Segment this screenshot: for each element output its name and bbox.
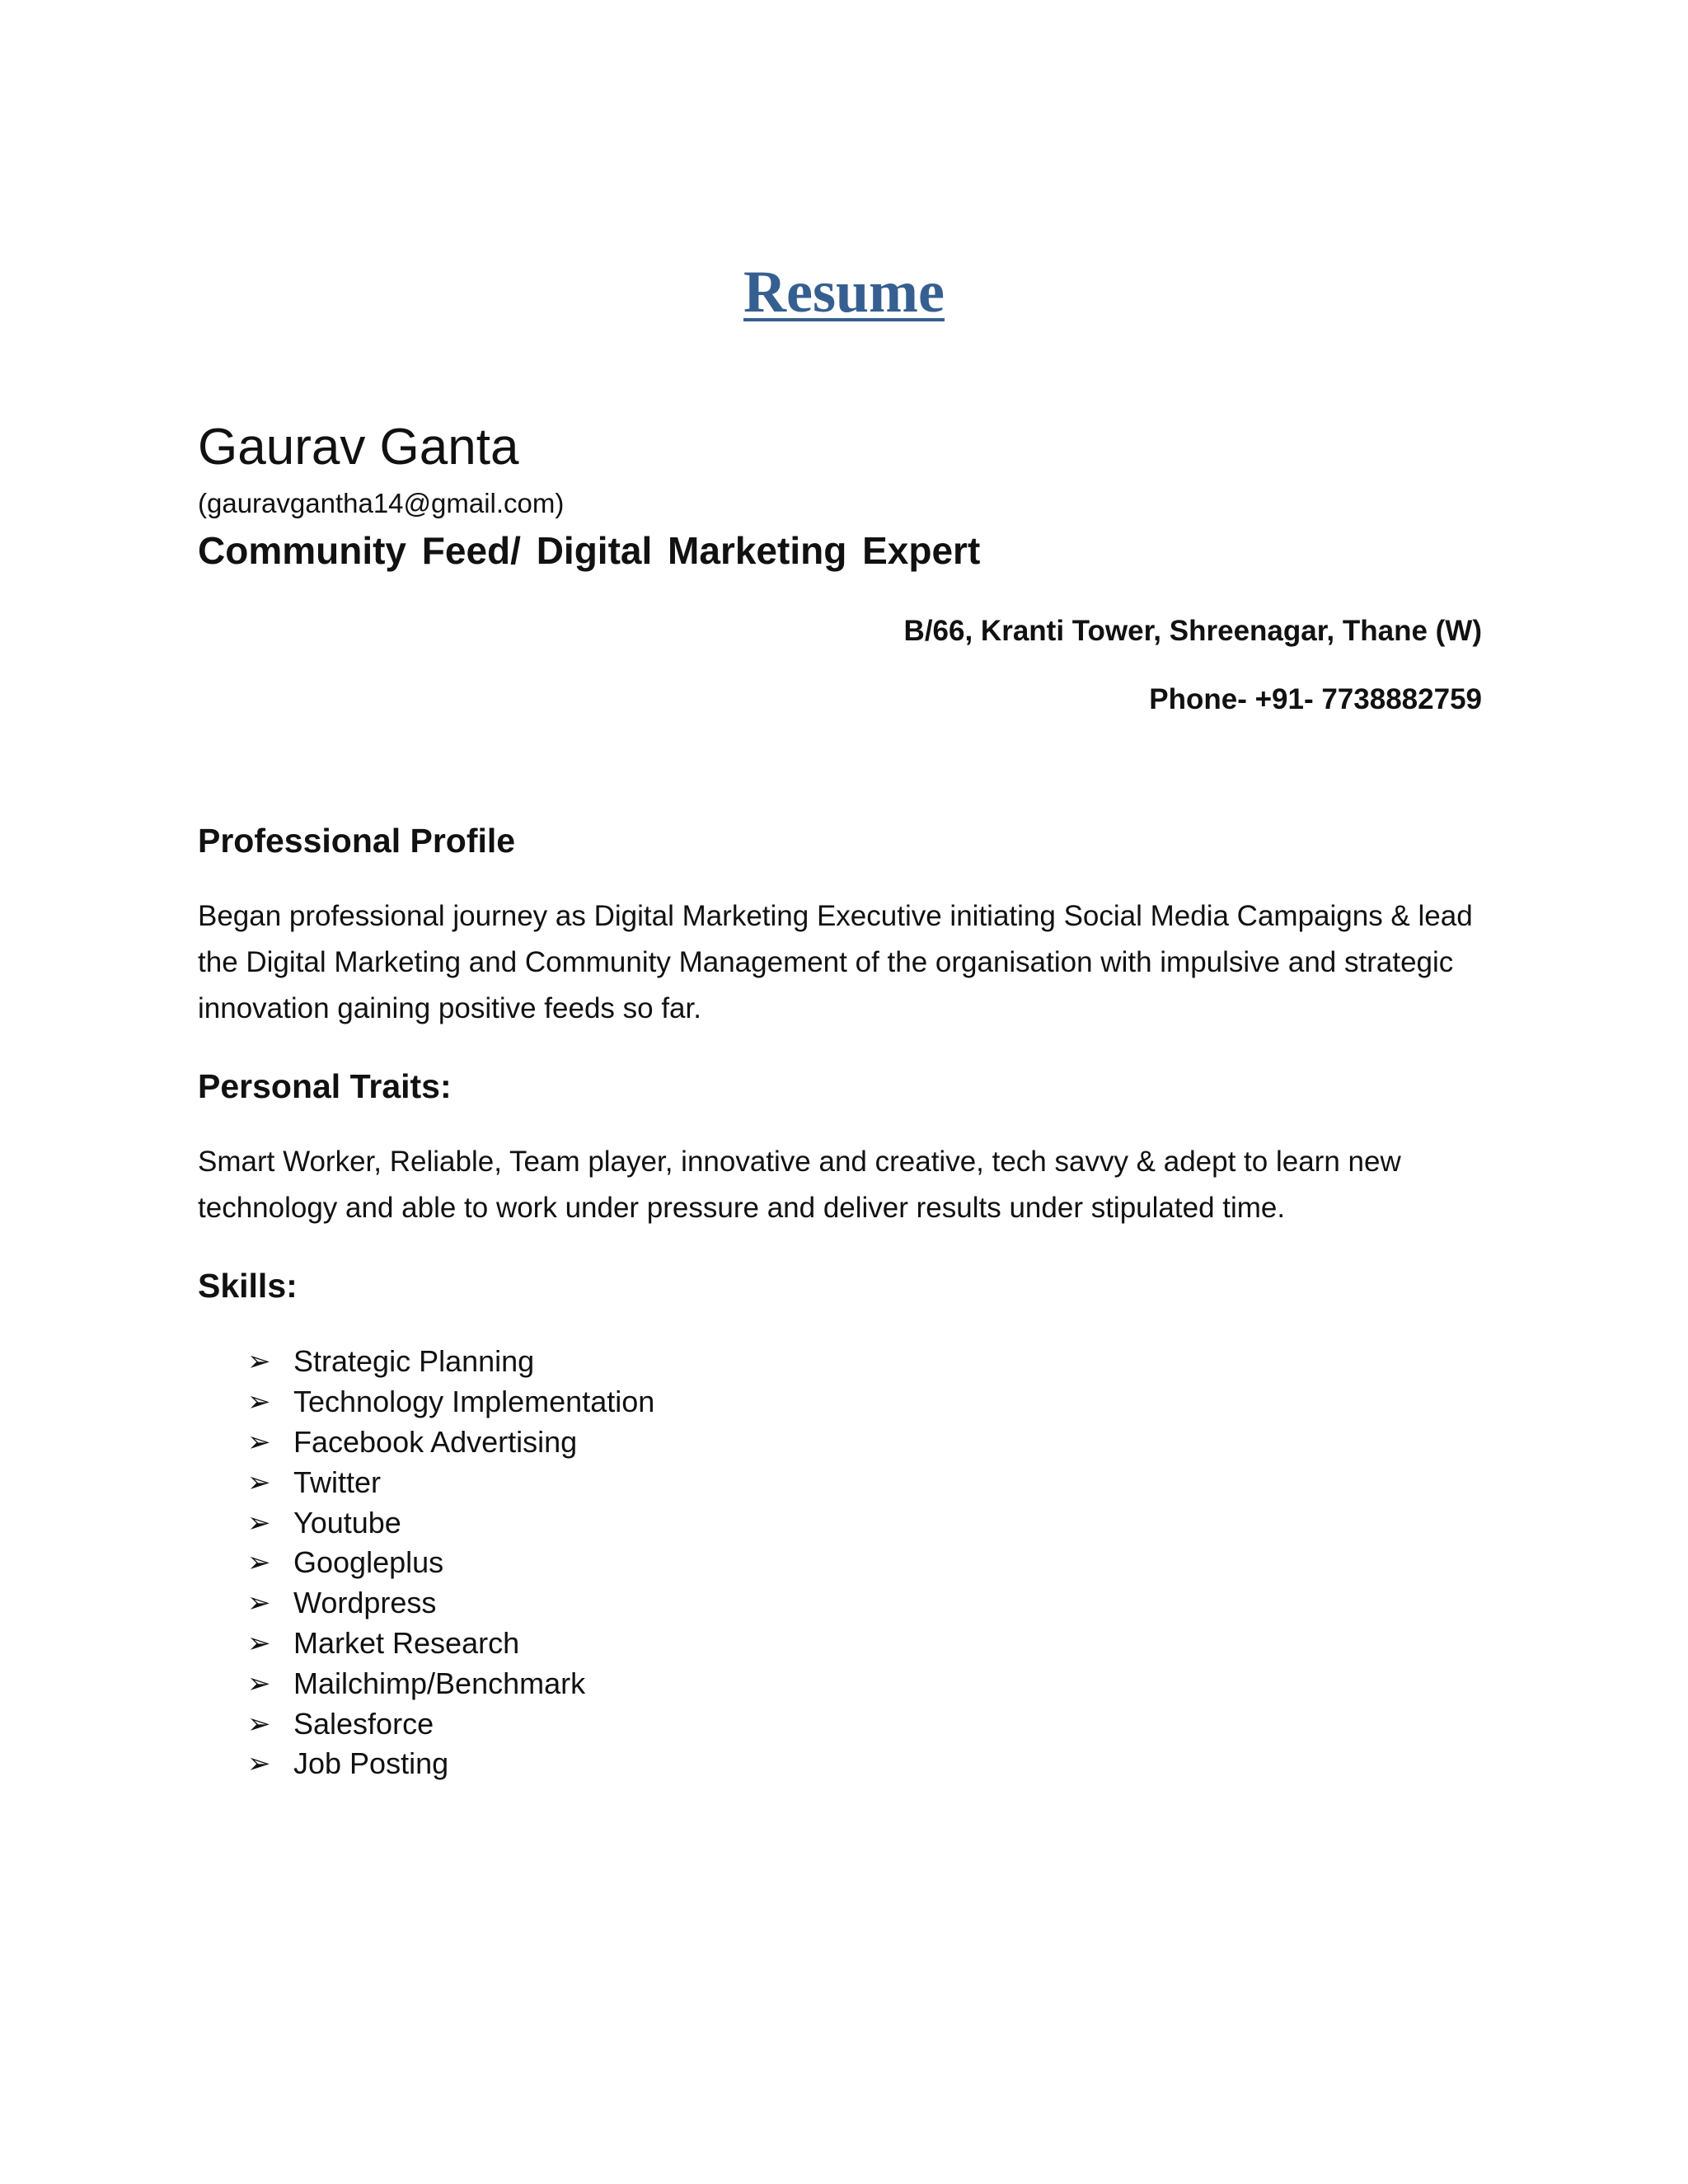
skill-item (247, 1543, 654, 1583)
arrowhead-bullet-icon: ➢ (247, 1748, 271, 1780)
skill-label: Mailchimp/Benchmark (293, 1666, 586, 1700)
skill-item (247, 1422, 654, 1463)
arrowhead-bullet-icon: ➢ (247, 1547, 271, 1579)
skill-item (247, 1342, 654, 1382)
candidate-address: B/66, Kranti Tower, Shreenagar, Thane (W) (903, 615, 1482, 647)
arrowhead-bullet-icon: ➢ (247, 1426, 271, 1458)
candidate-email: (gauravgantha14@gmail.com) (198, 488, 565, 518)
skill-label: Technology Implementation (293, 1385, 655, 1419)
arrowhead-bullet-icon: ➢ (247, 1346, 271, 1378)
skill-item (247, 1624, 654, 1664)
skill-label: Facebook Advertising (293, 1424, 578, 1459)
skill-item (247, 1704, 654, 1744)
document-title: Resume (743, 259, 945, 325)
skill-item (247, 1663, 654, 1704)
personal-traits-heading: Personal Traits: (198, 1067, 452, 1105)
candidate-role: Community Feed/ Digital Marketing Expert (198, 529, 981, 572)
arrowhead-bullet-icon: ➢ (247, 1507, 271, 1539)
skills-heading: Skills: (198, 1267, 298, 1305)
personal-traits-text: Smart Worker, Reliable, Team player, innovative and creative, tech savvy & adept to learn new technology and able to work under pressure and deliver results under stipulated time. (198, 1146, 1401, 1224)
skill-item (247, 1583, 654, 1624)
professional-profile-heading: Professional Profile (198, 822, 516, 860)
skill-item (247, 1382, 654, 1422)
skill-label: Salesforce (293, 1706, 434, 1741)
arrowhead-bullet-icon: ➢ (247, 1667, 271, 1699)
skill-label: Job Posting (293, 1746, 449, 1781)
arrowhead-bullet-icon: ➢ (247, 1587, 271, 1619)
candidate-phone: Phone- +91- 7738882759 (1149, 683, 1482, 715)
skill-label: Googleplus (293, 1545, 444, 1580)
skill-label: Twitter (293, 1465, 382, 1499)
skills-list (247, 1342, 654, 1784)
arrowhead-bullet-icon: ➢ (247, 1386, 271, 1418)
arrowhead-bullet-icon: ➢ (247, 1708, 271, 1740)
skill-item (247, 1744, 654, 1784)
arrowhead-bullet-icon: ➢ (247, 1466, 271, 1498)
skill-label: Strategic Planning (293, 1344, 535, 1379)
skill-item (247, 1502, 654, 1543)
candidate-name: Gaurav Ganta (198, 419, 519, 476)
skill-label: Market Research (293, 1625, 520, 1660)
skill-label: Wordpress (293, 1586, 437, 1620)
professional-profile-text: Began professional journey as Digital Marketing Executive initiating Social Media Campaigns & lead the Digital Marketing and Community Management of the organisation with impulsive and strategic innovation gaining positive feeds so far. (198, 900, 1473, 1024)
arrowhead-bullet-icon: ➢ (247, 1627, 271, 1659)
skill-label: Youtube (293, 1505, 401, 1540)
skill-item (247, 1462, 654, 1502)
